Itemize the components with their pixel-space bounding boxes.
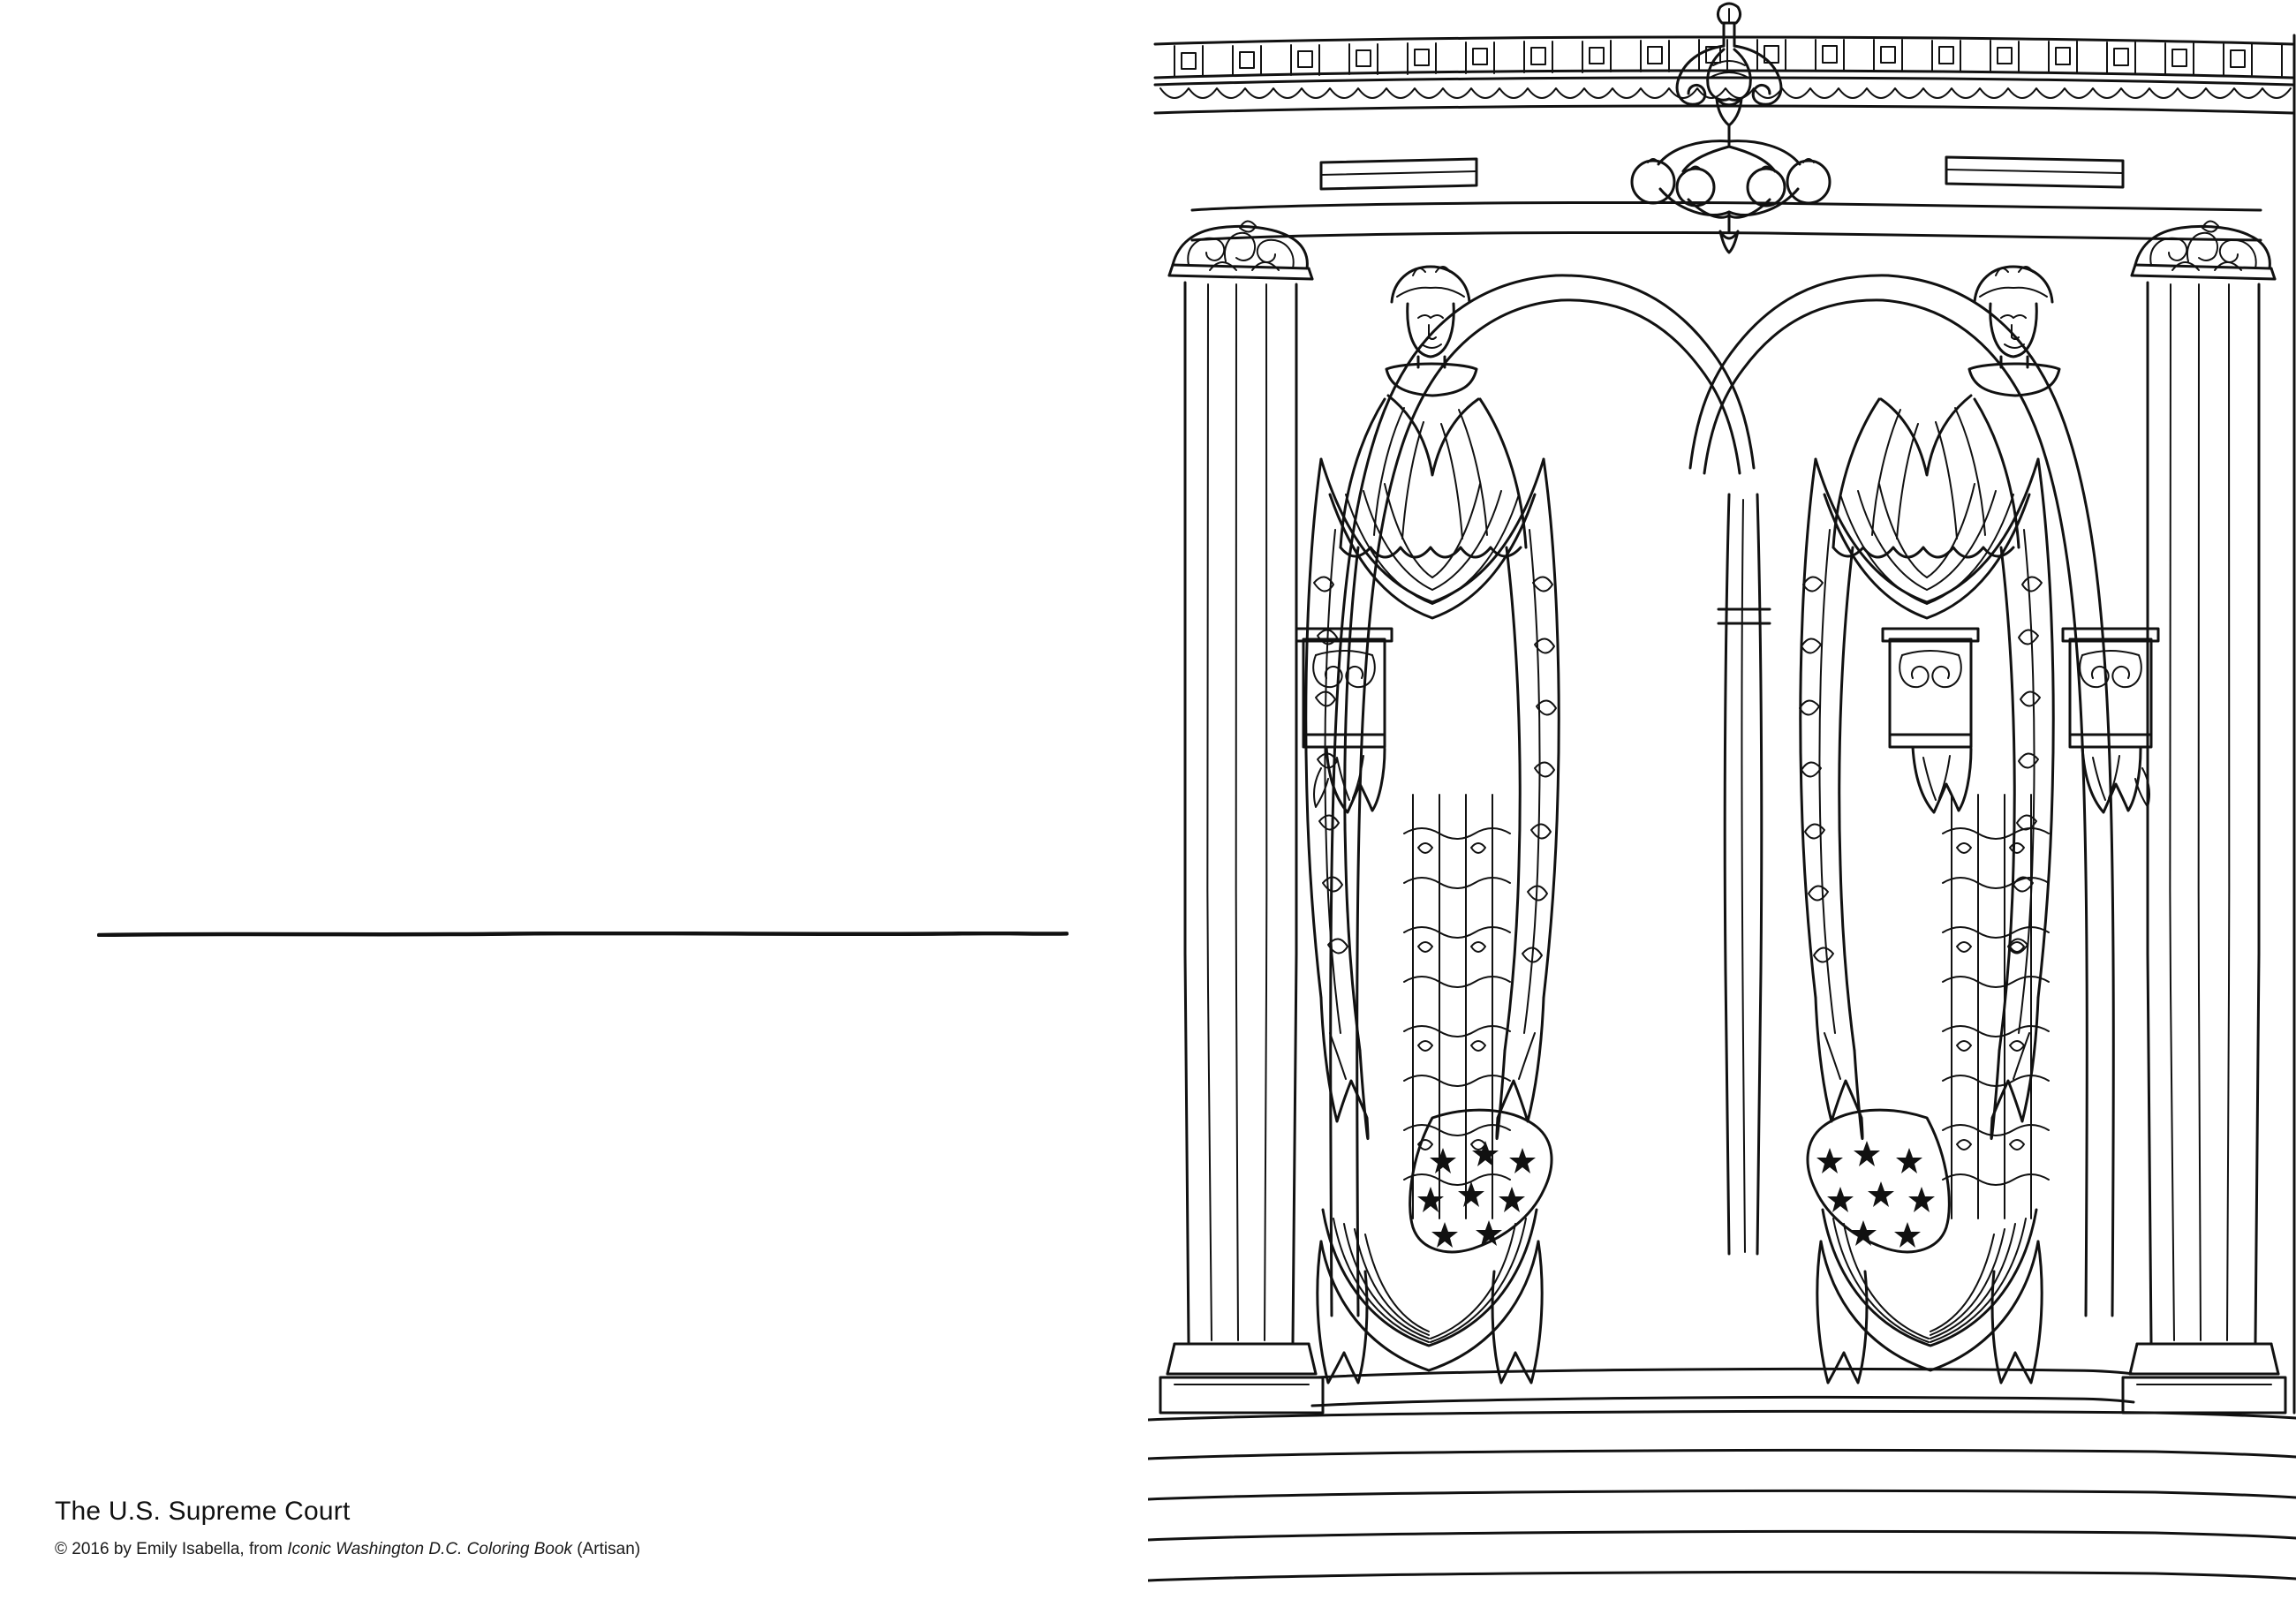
credit-book-title: Iconic Washington D.C. Coloring Book	[287, 1540, 573, 1558]
chandelier	[1632, 4, 1830, 253]
tassel-trim-right	[2082, 747, 2149, 812]
wall-bands	[1192, 157, 2261, 240]
page-title: The U.S. Supreme Court	[55, 1497, 351, 1526]
bench-ledge	[1312, 1369, 2134, 1406]
swag-curtain-right	[1800, 396, 2053, 1139]
star-field-left	[1417, 1141, 1536, 1248]
copyright-credit	[55, 1539, 850, 1561]
flag-bunting-left	[1318, 1110, 1552, 1383]
horizontal-rule	[97, 932, 1069, 937]
column-right	[2123, 221, 2285, 1413]
column-left	[1160, 221, 1323, 1413]
floor-lines	[1148, 1411, 2296, 1581]
center-pilaster	[1718, 494, 1770, 1254]
page-edge-line	[2294, 35, 2295, 1413]
star-field-right	[1816, 1141, 1935, 1248]
caption-block	[55, 1497, 850, 1561]
right-page	[1148, 0, 2296, 1607]
tassel-trim-center	[1913, 747, 1971, 812]
patterned-panel-left	[1404, 795, 1510, 1218]
credit-prefix: © 2016 by Emily Isabella, from	[55, 1540, 288, 1558]
supreme-court-illustration	[1148, 0, 2296, 1607]
keystone-head-right	[1969, 267, 2059, 396]
flag-bunting-right	[1808, 1110, 2042, 1383]
scalloped-molding	[1155, 78, 2292, 113]
ionic-bracket-center	[1883, 629, 1978, 747]
credit-suffix: (Artisan)	[572, 1540, 641, 1558]
ionic-bracket-left	[1296, 629, 1392, 747]
